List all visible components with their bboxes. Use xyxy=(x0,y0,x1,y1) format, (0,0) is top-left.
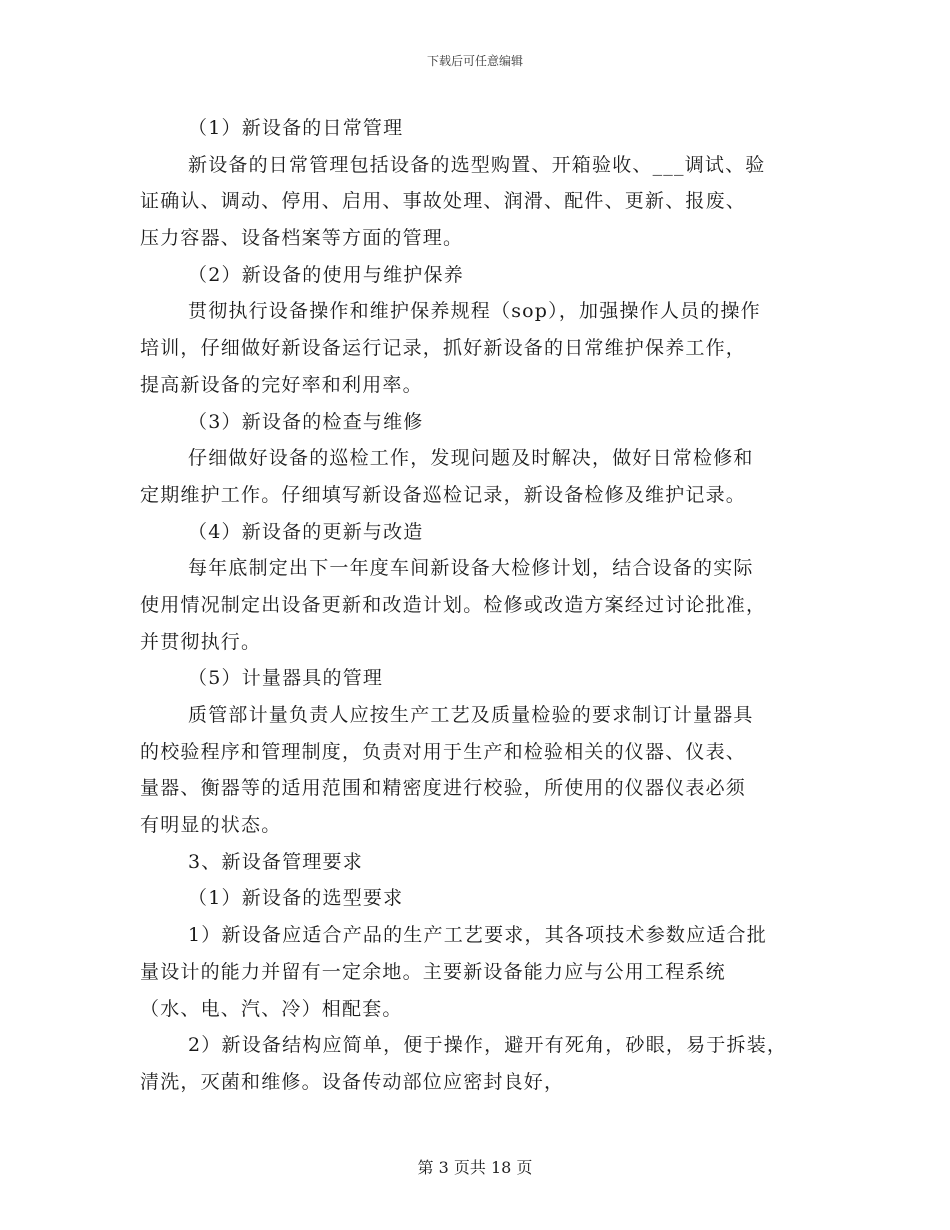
text-line: 定期维护工作。仔细填写新设备巡检记录，新设备检修及维护记录。 xyxy=(140,483,747,506)
text-line: 质管部计量负责人应按生产工艺及质量检验的要求制订计量器具 xyxy=(188,704,754,726)
text-line: 使用情况制定出设备更新和改造计划。检修或改造方案经过讨论批准， xyxy=(140,593,767,616)
text-line: 仔细做好设备的巡检工作，发现问题及时解决，做好日常检修和 xyxy=(188,447,754,470)
text-line: 2）新设备结构应简单，便于操作，避开有死角，砂眼，易于拆装， xyxy=(188,1034,788,1057)
text-line: 提高新设备的完好率和利用率。 xyxy=(140,373,423,396)
text-line: 1）新设备应适合产品的生产工艺要求，其各项技术参数应适合批 xyxy=(188,924,767,947)
text-line: 每年底制定出下一年度车间新设备大检修计划，结合设备的实际 xyxy=(188,557,754,580)
text-line: （1）新设备的选型要求 xyxy=(188,887,404,910)
text-line: 量设计的能力并留有一定余地。主要新设备能力应与公用工程系统 xyxy=(140,960,726,983)
text-line: （水、电、汽、冷）相配套。 xyxy=(140,997,403,1020)
text-line: 培训，仔细做好新设备运行记录，抓好新设备的日常维护保养工作， xyxy=(140,337,747,360)
text-line: 新设备的日常管理包括设备的选型购置、开箱验收、___调试、验 xyxy=(188,153,766,176)
text-line: 3、新设备管理要求 xyxy=(188,850,363,873)
text-line: （1）新设备的日常管理 xyxy=(188,117,404,139)
text-line: 有明显的状态。 xyxy=(140,814,282,837)
text-line: （3）新设备的检查与维修 xyxy=(188,410,424,433)
text-line: 的校验程序和管理制度，负责对用于生产和检验相关的仪器、仪表、 xyxy=(140,740,747,763)
text-line: 量器、衡器等的适用范围和精密度进行校验，所使用的仪器仪表必须 xyxy=(140,777,747,800)
page-header: 下载后可任意编辑 xyxy=(426,54,523,68)
document-body xyxy=(140,110,820,1101)
text-line: 证确认、调动、停用、启用、事故处理、润滑、配件、更新、报废、 xyxy=(140,190,747,213)
text-line: 清洗，灭菌和维修。设备传动部位应密封良好， xyxy=(140,1070,565,1093)
text-line: 并贯彻执行。 xyxy=(140,630,262,653)
text-line: （4）新设备的更新与改造 xyxy=(188,520,424,543)
page-number: 第 3 页共 18 页 xyxy=(417,1158,533,1177)
text-line: （2）新设备的使用与维护保养 xyxy=(188,263,464,286)
text-line: 贯彻执行设备操作和维护保养规程（sop），加强操作人员的操作 xyxy=(188,300,761,323)
text-line: （5）计量器具的管理 xyxy=(188,667,384,690)
text-line: 压力容器、设备档案等方面的管理。 xyxy=(140,227,464,250)
